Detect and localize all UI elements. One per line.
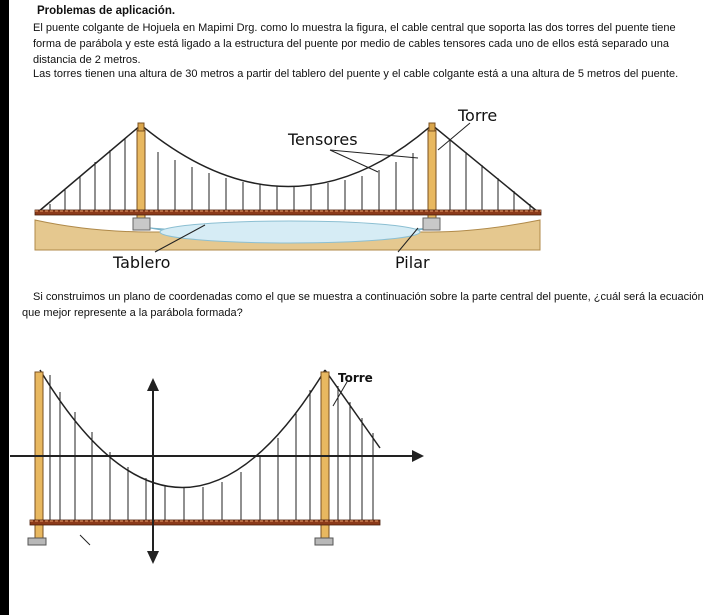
question-line-1: Si construimos un plano de coordenadas como el que se muestra a continuación sobre la parte central del puente, ¿cuál será la ecuación — [33, 291, 704, 303]
tower-left-2 — [28, 372, 46, 545]
label-tablero: Tablero — [113, 253, 171, 272]
paragraph-bridge-description: El puente colgante de Hojuela en Mapimi Drg. como lo muestra la figura, el cable central que soporta las dos torres del puente tiene forma de parábola y este está ligado a la estructura del puente por medio de cables tensores cada uno de ellos está separado una distancia de 2 metros. — [33, 22, 676, 66]
doc-title: Problemas de aplicación. — [37, 5, 176, 17]
label-pilar: Pilar — [395, 253, 430, 272]
tower-right-2 — [315, 372, 333, 545]
ground-curve-2 — [80, 535, 90, 545]
label-tensores: Tensores — [288, 130, 358, 149]
label-torre-2: Torre — [338, 371, 373, 385]
question-line-2: que mejor represente a la parábola formada? — [22, 307, 243, 319]
paragraph-tower-height: Las torres tienen una altura de 30 metros a partir del tablero del puente y el cable colgante está a una altura de 5 metros del puente. — [33, 68, 679, 80]
label-torre: Torre — [458, 106, 498, 125]
